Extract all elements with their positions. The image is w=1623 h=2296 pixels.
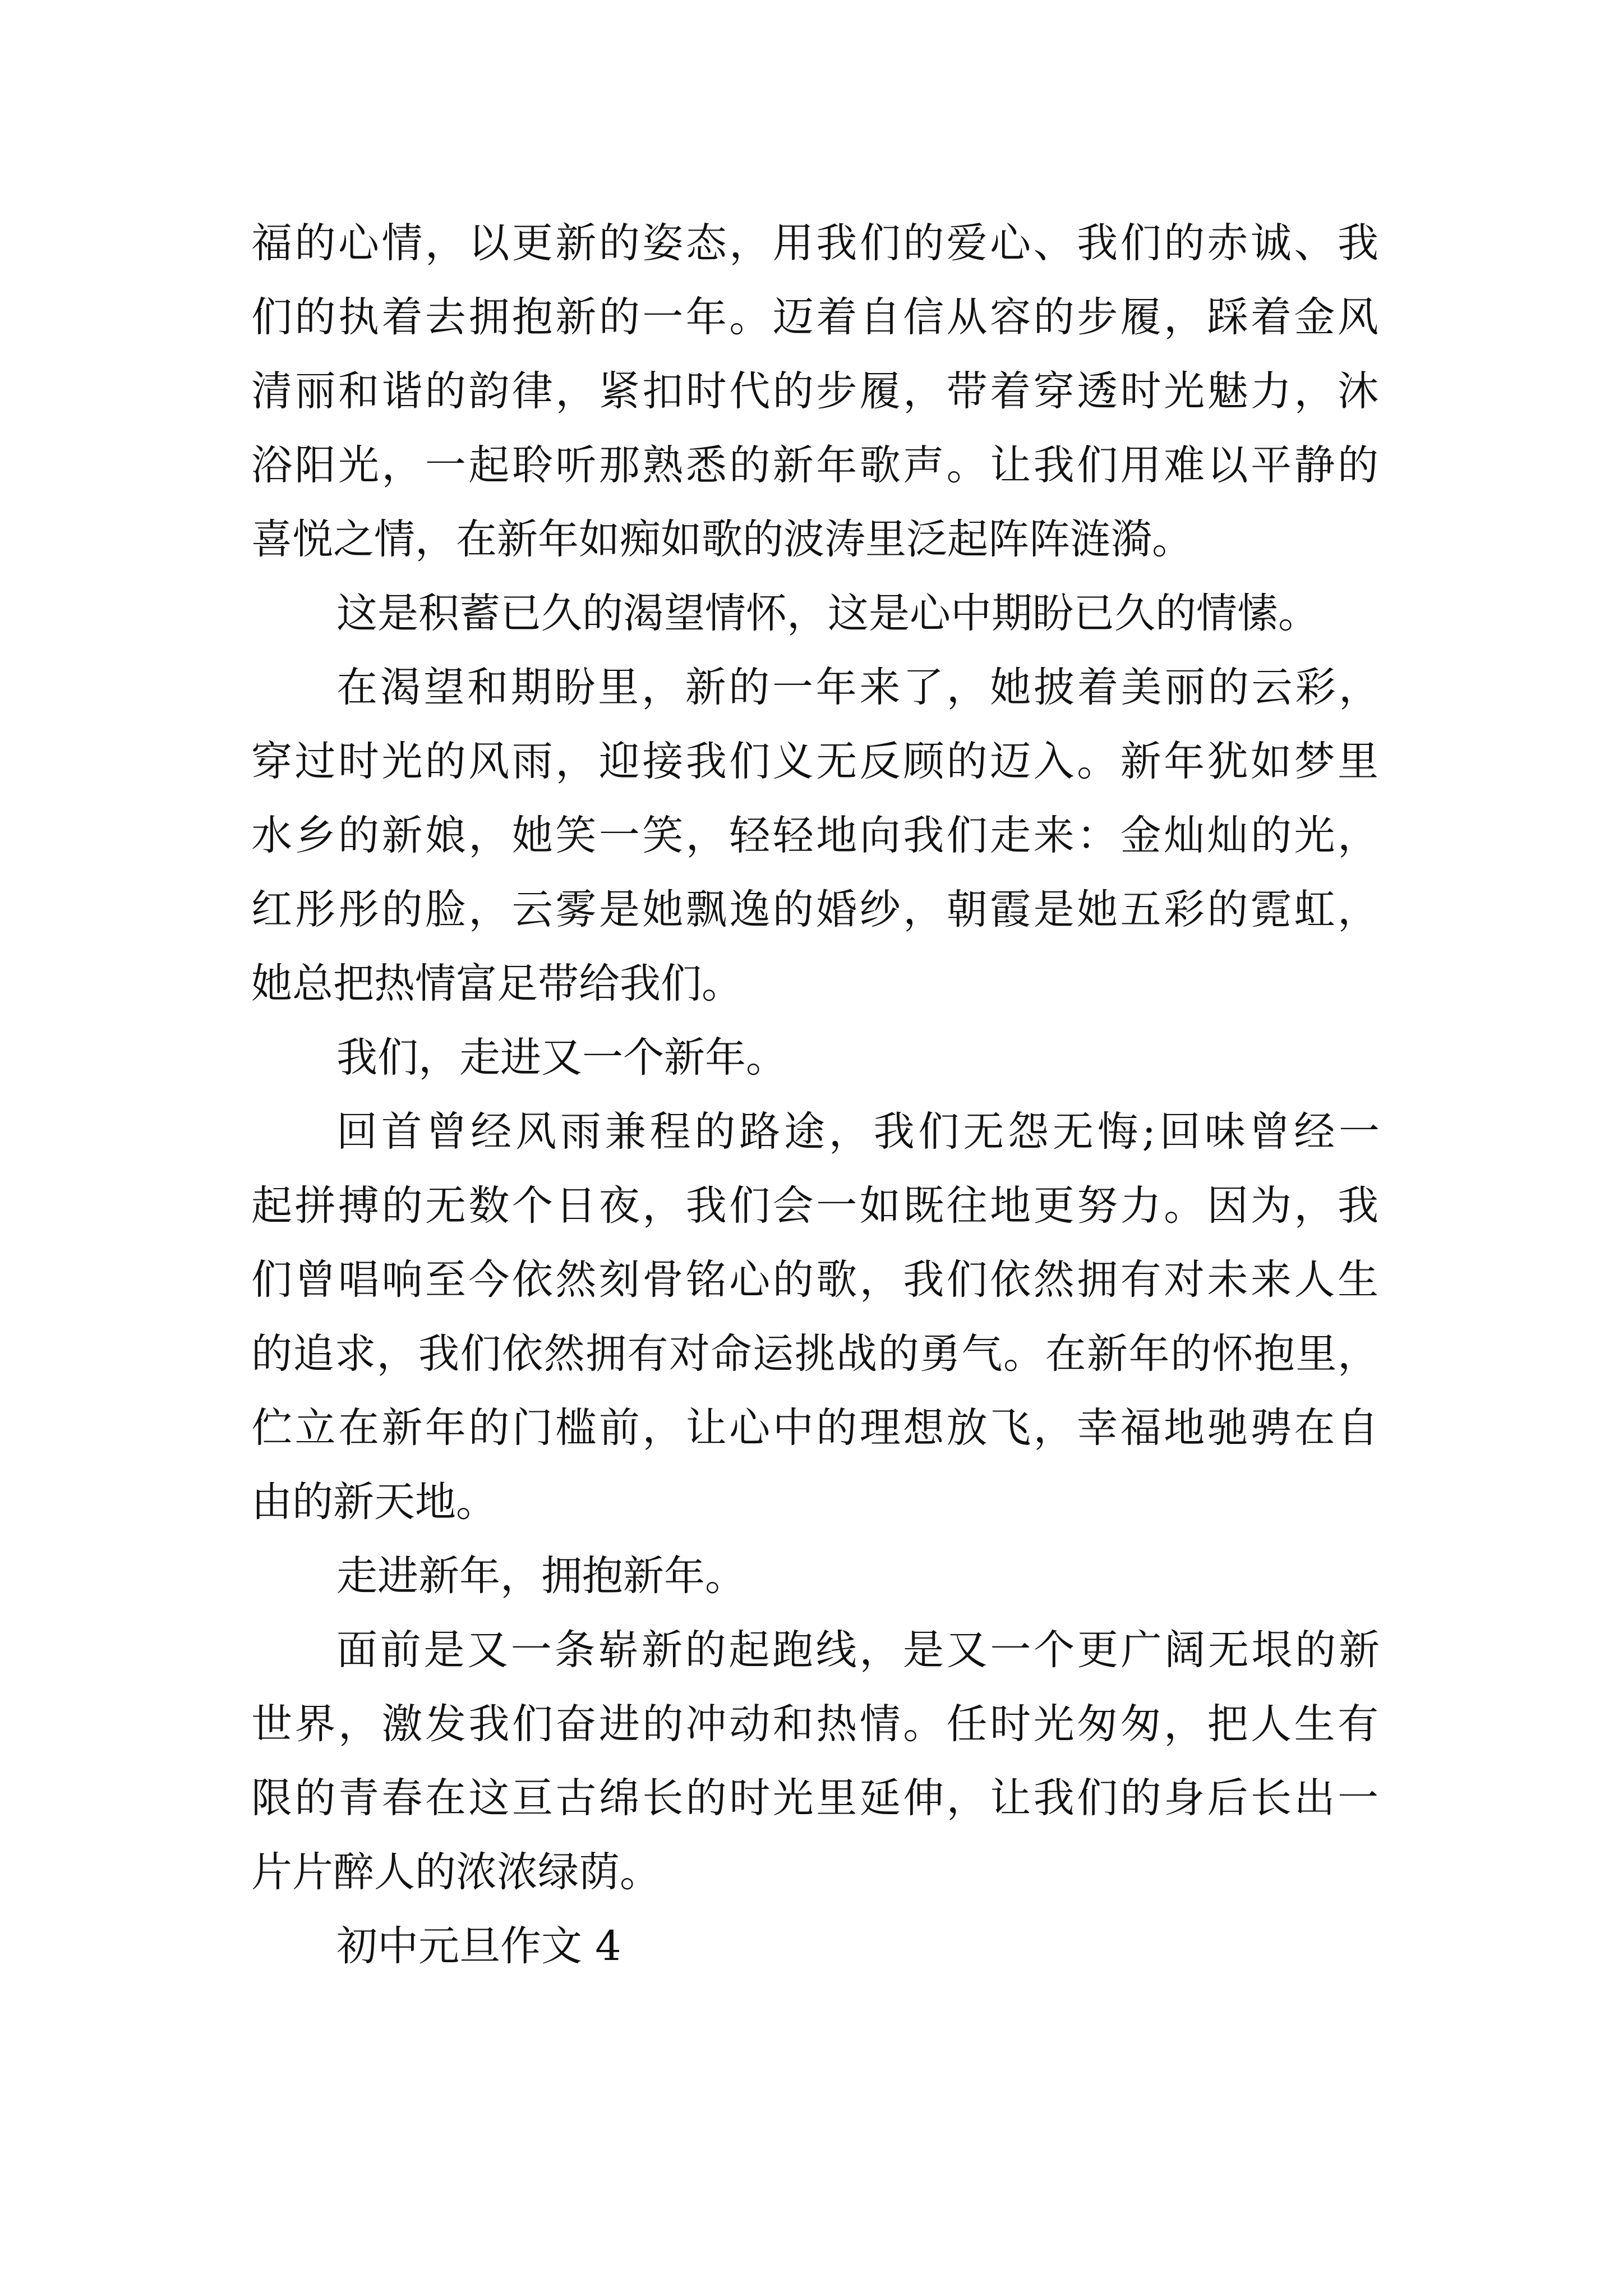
text-line: 水乡的新娘，她笑一笑，轻轻地向我们走来：金灿灿的光， <box>251 812 1378 859</box>
text-line: 回首曾经风雨兼程的路途，我们无怨无悔;回味曾经一 <box>336 1108 1380 1156</box>
text-line: 穿过时光的风雨，迎接我们义无反顾的迈入。新年犹如梦里 <box>251 738 1378 785</box>
text-line: 面前是又一条崭新的起跑线，是又一个更广阔无垠的新 <box>336 1626 1380 1674</box>
text-line: 这是积蓄已久的渴望情怀，这是心中期盼已久的情愫。 <box>336 590 1319 637</box>
text-line: 福的心情，以更新的姿态，用我们的爱心、我们的赤诚、我 <box>251 219 1378 267</box>
text-line: 浴阳光，一起聆听那熟悉的新年歌声。让我们用难以平静的 <box>251 441 1378 489</box>
text-line: 限的青春在这亘古绵长的时光里延伸，让我们的身后长出一 <box>251 1774 1378 1822</box>
text-line: 伫立在新年的门槛前，让心中的理想放飞，幸福地驰骋在自 <box>251 1404 1378 1452</box>
text-line: 们曾唱响至今依然刻骨铭心的歌，我们依然拥有对未来人生 <box>251 1256 1378 1304</box>
text-line: 由的新天地。 <box>251 1478 497 1526</box>
text-line: 们的执着去拥抱新的一年。迈着自信从容的步履，踩着金风 <box>251 293 1378 341</box>
text-line: 世界，激发我们奋进的冲动和热情。任时光匆匆，把人生有 <box>251 1700 1378 1748</box>
text-line: 清丽和谐的韵律，紧扣时代的步履，带着穿透时光魅力，沐 <box>251 367 1378 415</box>
text-line: 喜悦之情，在新年如痴如歌的波涛里泛起阵阵涟漪。 <box>251 516 1193 563</box>
text-line: 在渴望和期盼里，新的一年来了，她披着美丽的云彩， <box>336 664 1380 711</box>
text-line: 片片醉人的浓浓绿荫。 <box>251 1848 661 1896</box>
section-heading: 初中元旦作文 4 <box>336 1922 621 1970</box>
text-line: 红彤彤的脸，云雾是她飘逸的婚纱，朝霞是她五彩的霓虹， <box>251 886 1378 933</box>
text-line: 她总把热情富足带给我们。 <box>251 960 743 1007</box>
text-line: 我们，走进又一个新年。 <box>336 1034 787 1082</box>
text-line: 的追求，我们依然拥有对命运挑战的勇气。在新年的怀抱里， <box>251 1330 1378 1378</box>
text-line: 起拼搏的无数个日夜，我们会一如既往地更努力。因为，我 <box>251 1182 1378 1230</box>
text-line: 走进新年，拥抱新年。 <box>336 1552 746 1600</box>
